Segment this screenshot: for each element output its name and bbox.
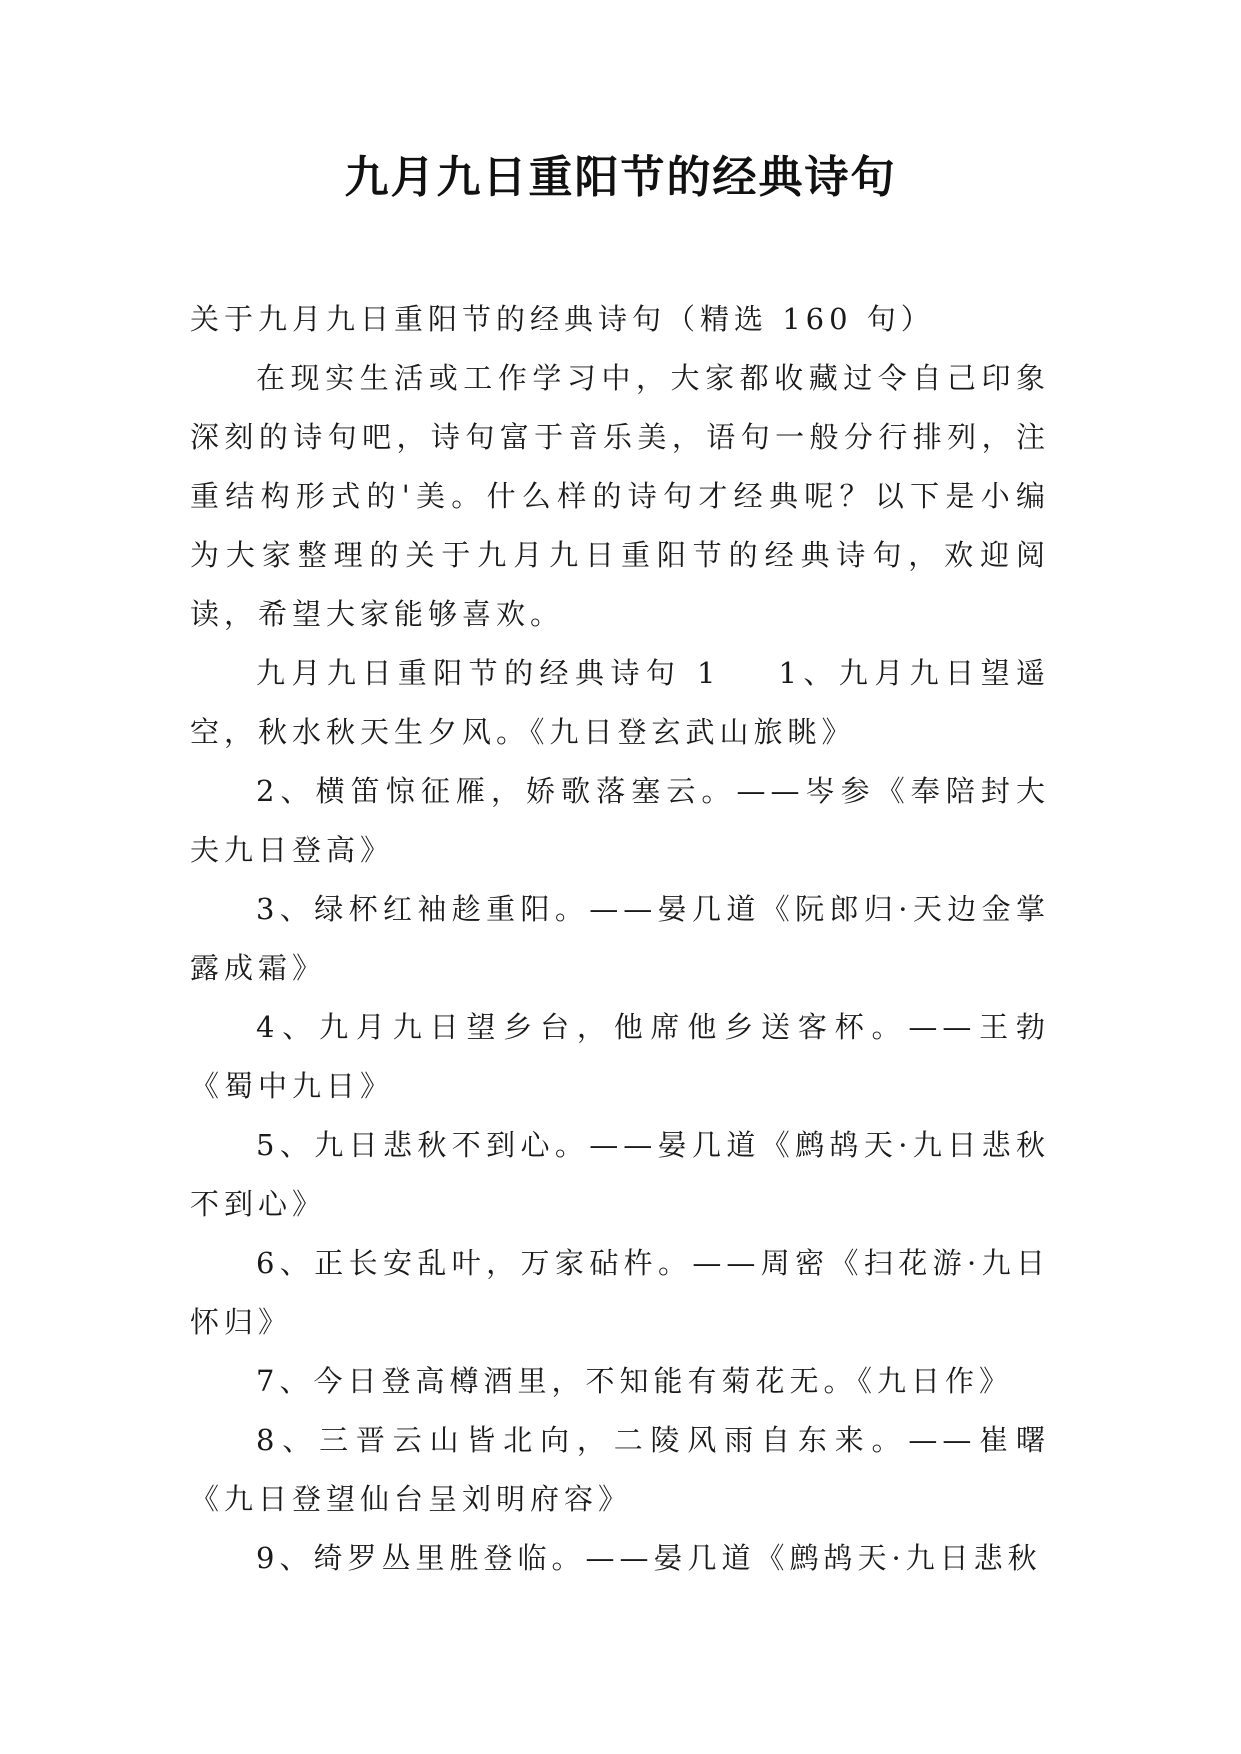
poem-item-3: 3、绿杯红袖趁重阳。——晏几道《阮郎归·天边金掌露成霜》 — [190, 892, 1050, 985]
document-subtitle: 关于九月九日重阳节的经典诗句（精选 160 句） — [190, 302, 935, 336]
document-body — [190, 290, 1050, 1588]
document-title: 九月九日重阳节的经典诗句 — [344, 152, 897, 203]
intro-paragraph: 在现实生活或工作学习中，大家都收藏过令自己印象深刻的诗句吧，诗句富于音乐美，语句一般分行排列，注重结构形式的'美。什么样的诗句才经典呢？以下是小编为大家整理的关于九月九日重阳节的经典诗句，欢迎阅读，希望大家能够喜欢。 — [190, 361, 1050, 631]
section-heading: 九月九日重阳节的经典诗句 1 — [256, 656, 721, 690]
poem-item-5: 5、九日悲秋不到心。——晏几道《鹧鸪天·九日悲秋不到心》 — [190, 1128, 1050, 1221]
poem-item-2: 2、横笛惊征雁，娇歌落塞云。——岑参《奉陪封大夫九日登高》 — [190, 774, 1050, 867]
section-paragraph — [190, 644, 1050, 762]
poem-item-6: 6、正长安乱叶，万家砧杵。——周密《扫花游·九日怀归》 — [190, 1246, 1050, 1339]
poem-item-8: 8、三晋云山皆北向，二陵风雨自东来。——崔曙《九日登望仙台呈刘明府容》 — [190, 1423, 1050, 1516]
poem-item-7: 7、今日登高樽酒里，不知能有菊花无。《九日作》 — [256, 1364, 1013, 1398]
poem-item-9: 9、绮罗丛里胜登临。——晏几道《鹧鸪天·九日悲秋 — [256, 1541, 1042, 1575]
poem-item-1: 1、九月九日望遥空，秋水秋天生夕风。《九日登玄武山旅眺》 — [190, 656, 1051, 749]
poem-item-4: 4、九月九日望乡台，他席他乡送客杯。——王勃《蜀中九日》 — [190, 1010, 1050, 1103]
